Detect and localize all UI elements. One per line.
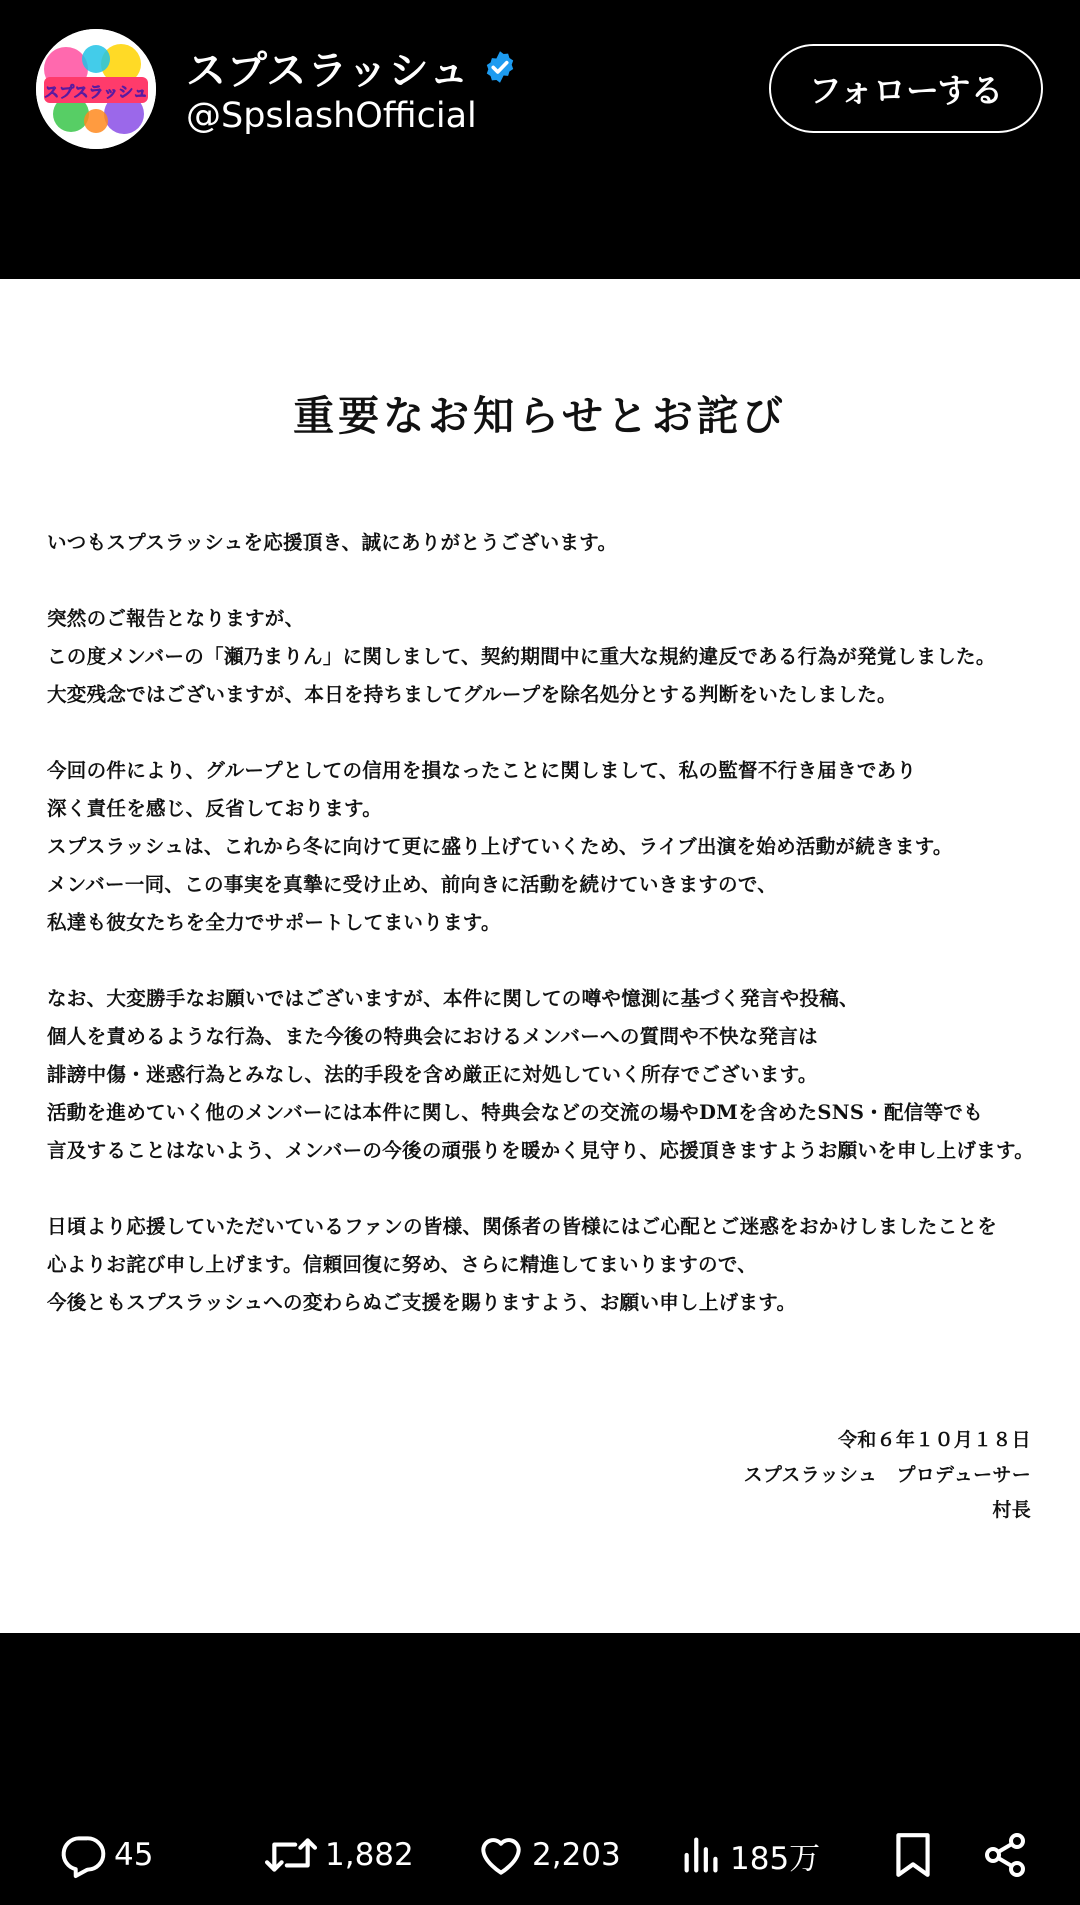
signature-block (744, 1423, 1031, 1528)
letter-title: 重要なお知らせとお詫び (293, 392, 787, 440)
display-name[interactable]: スプスラッシュ (186, 47, 470, 94)
paragraph (47, 1208, 1057, 1322)
share-icon (981, 1831, 1029, 1879)
text-line: メンバー一同、この事実を真摯に受け止め、前向きに活動を続けていきますので、 (47, 873, 778, 896)
text-line: 言及することはないよう、メンバーの今後の頑張りを暖かく見守り、応援頂きますようお願いを申し上げます。 (47, 1139, 1035, 1162)
text-line: この度メンバーの「瀬乃まりん」に関しまして、契約期間中に重大な規約違反である行為が発覚しました。 (47, 645, 996, 668)
user-handle[interactable]: @SpslashOfficial (186, 96, 477, 136)
text-line: 日頃より応援していただいているファンの皆様、関係者の皆様にはご心配とご迷惑をおかけしましたことを (47, 1215, 998, 1238)
views-button[interactable] (680, 1815, 820, 1895)
bookmark-icon (890, 1830, 936, 1880)
follow-button[interactable]: フォローする (769, 44, 1043, 133)
text-line: 活動を進めていく他のメンバーには本件に関し、特典会などの交流の場やDMを含めたSNS・配信等でも (47, 1101, 984, 1124)
text-line: 個人を責めるような行為、また今後の特典会におけるメンバーへの質問や不快な発言は (47, 1025, 818, 1048)
retweet-count: 1,882 (325, 1837, 414, 1873)
verified-badge-icon (482, 49, 518, 85)
retweet-icon (263, 1830, 319, 1880)
avatar[interactable] (36, 29, 156, 149)
text-line: 今後ともスプスラッシュへの変わらぬご支援を賜りますよう、お願い申し上げます。 (47, 1291, 797, 1314)
views-chart-icon (680, 1832, 724, 1878)
signature-name: 村長 (992, 1499, 1031, 1521)
text-line: いつもスプスラッシュを応援頂き、誠にありがとうございます。 (47, 531, 618, 554)
views-count: 185万 (730, 1840, 821, 1877)
avatar-logo (36, 29, 156, 149)
text-line: 心よりお詫び申し上げます。信頼回復に努め、さらに精進してまいりますので、 (47, 1253, 758, 1276)
action-bar (0, 1815, 1080, 1895)
text-line: なお、大変勝手なお願いではございますが、本件に関しての噂や憶測に基づく発言や投稿、 (47, 987, 859, 1010)
name-row (186, 40, 518, 94)
reply-icon (58, 1830, 108, 1880)
signature-org: スプスラッシュ プロデューサー (743, 1464, 1031, 1486)
tweet-header (0, 0, 1080, 279)
text-line: 誹謗中傷・迷惑行為とみなし、法的手段を含め厳正に対処していく所存でございます。 (47, 1063, 818, 1086)
heart-icon (476, 1830, 526, 1880)
letter-body (47, 524, 1057, 1360)
like-button[interactable] (476, 1815, 621, 1895)
paragraph (47, 752, 1057, 942)
announcement-image[interactable] (0, 279, 1080, 1633)
paragraph (47, 980, 1057, 1170)
text-line: 突然のご報告となりますが、 (47, 607, 305, 630)
text-line: 深く責任を感じ、反省しております。 (47, 797, 383, 820)
paragraph (47, 600, 1057, 714)
like-count: 2,203 (532, 1837, 621, 1873)
reply-count: 45 (114, 1837, 154, 1873)
text-line: 今回の件により、グループとしての信用を損なったことに関しまして、私の監督不行き届きであり (47, 759, 917, 782)
share-button[interactable] (981, 1815, 1029, 1895)
svg-text:スプスラッシュ: スプスラッシュ (44, 83, 148, 101)
text-line: スプスラッシュは、これから冬に向けて更に盛り上げていくため、ライブ出演を始め活動が続きます。 (47, 835, 953, 858)
text-line: 私達も彼女たちを全力でサポートしてまいります。 (47, 911, 501, 934)
paragraph (47, 524, 1057, 562)
bookmark-button[interactable] (890, 1815, 936, 1895)
signature-date: 令和６年１０月１８日 (837, 1429, 1031, 1451)
retweet-button[interactable] (263, 1815, 414, 1895)
text-line: 大変残念ではございますが、本日を持ちましてグループを除名処分とする判断をいたしました。 (47, 683, 897, 706)
reply-button[interactable] (58, 1815, 153, 1895)
